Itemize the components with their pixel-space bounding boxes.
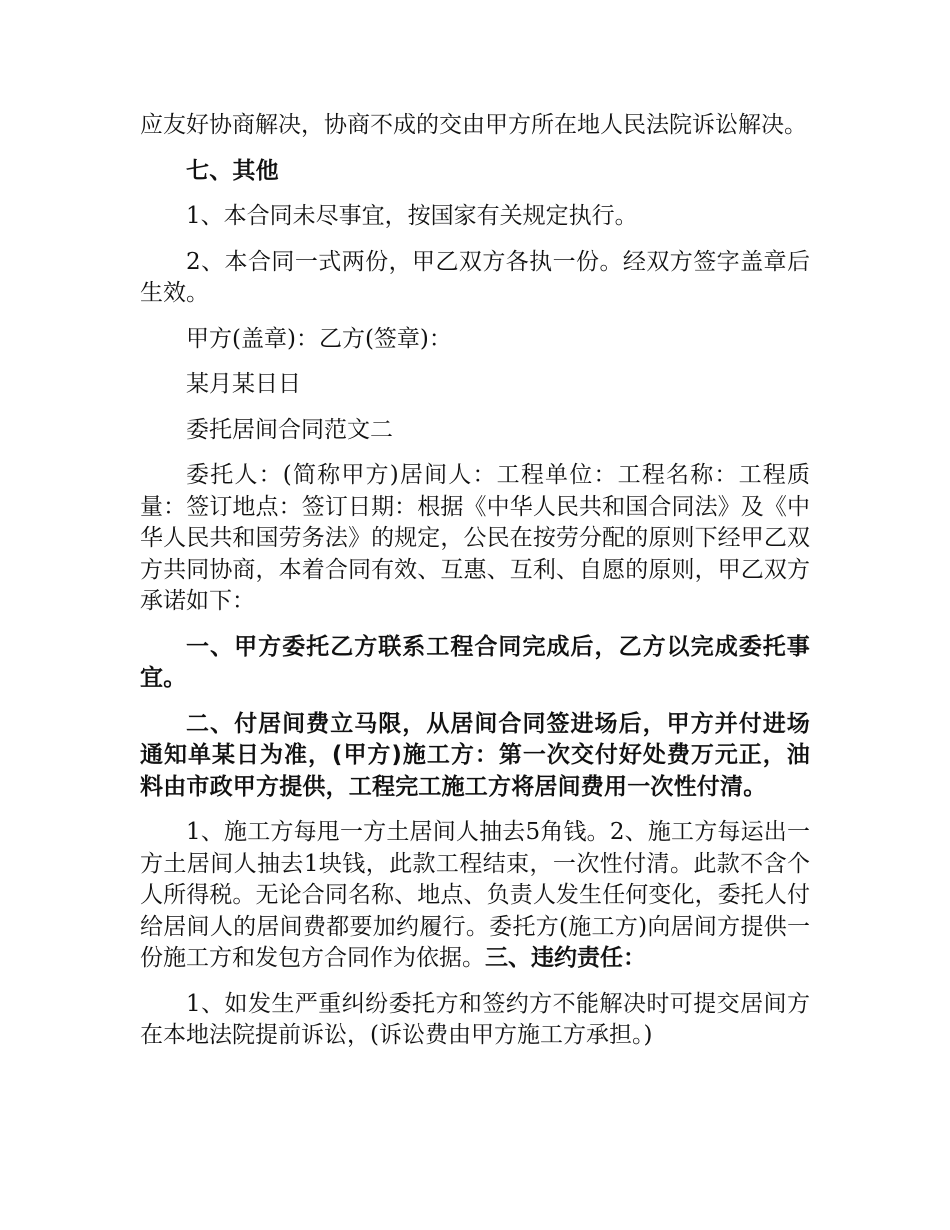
- paragraph-dispute-resolution: 应友好协商解决，协商不成的交由甲方所在地人民法院诉讼解决。: [140, 112, 807, 138]
- document-subtitle: 委托居间合同范文二: [186, 416, 393, 443]
- signature-line: 甲方(盖章)：乙方(签章)：: [186, 325, 452, 352]
- paragraph-clause-2: 2、本合同一式两份，甲乙双方各执一份。经双方签字盖章后生效。: [140, 248, 810, 306]
- section-heading-one: 一、甲方委托乙方联系工程合同完成后，乙方以完成委托事宜。: [140, 633, 810, 691]
- paragraph-fee-terms: [140, 817, 810, 975]
- paragraph-breach-clause-1: 1、如发生严重纠纷委托方和签约方不能解决时可提交居间方在本地法院提前诉讼，(诉讼费由甲方施工方承担。): [140, 990, 810, 1048]
- paragraph-clause-1: 1、本合同未尽事宜，按国家有关规定执行。: [186, 203, 638, 229]
- section-heading-two: 二、付居间费立马限，从居间合同签进场后，甲方并付进场通知单某日为准，(甲方)施工方：第一次交付好处费万元正，油料由市政甲方提供，工程完工施工方将居间费用一次性付清。: [140, 710, 810, 800]
- section-heading-three: 三、违约责任：: [485, 945, 646, 971]
- fee-terms-text: 1、施工方每甩一方土居间人抽去5角钱。2、施工方每运出一方土居间人抽去1块钱，此款工程结束，一次性付清。此款不含个人所得税。无论合同名称、地点、负责人发生任何变化，委托人付给居间人的居间费都要加约履行。委托方(施工方)向居间方提供一份施工方和发包方合同作为依据。: [140, 819, 810, 971]
- section-heading-other: 七、其他: [186, 157, 279, 184]
- document-page: [140, 110, 810, 1066]
- paragraph-parties-intro: 委托人：(简称甲方)居间人：工程单位：工程名称：工程质量：签订地点：签订日期：根据《中华人民共和国合同法》及《中华人民共和国劳务法》的规定，公民在按劳分配的原则下经甲乙双方共同协商，本着合同有效、互惠、互利、自愿的原则，甲乙双方承诺如下：: [140, 462, 810, 614]
- date-line: 某月某日日: [186, 371, 301, 397]
